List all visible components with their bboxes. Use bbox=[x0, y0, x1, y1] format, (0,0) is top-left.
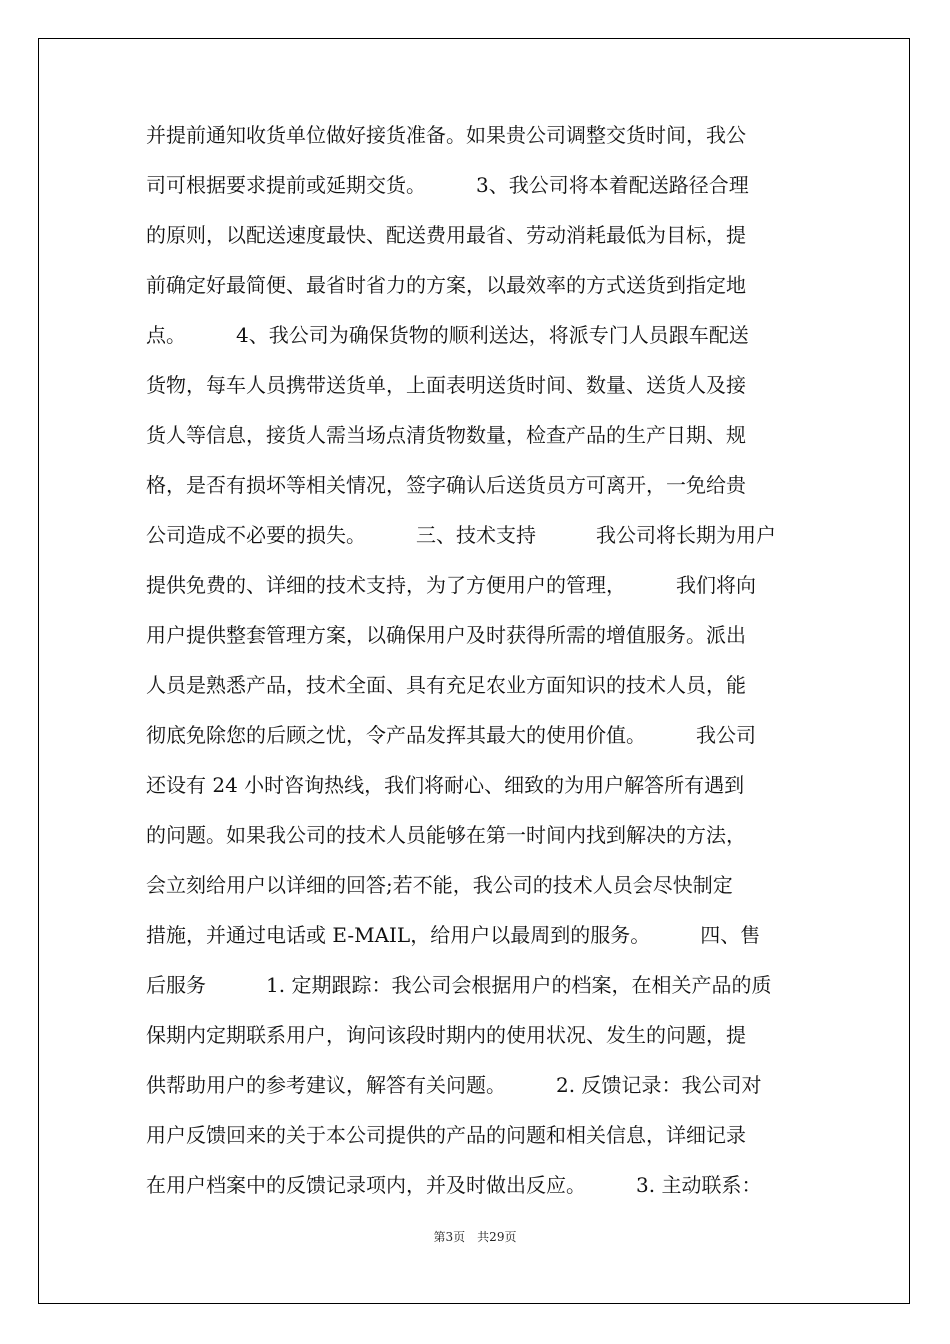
document-body bbox=[146, 110, 808, 1210]
text-line: 前确定好最简便、最省时省力的方案，以最效率的方式送货到指定地 bbox=[146, 273, 746, 297]
text-line: 用户提供整套管理方案，以确保用户及时获得所需的增值服务。派出 bbox=[146, 623, 746, 647]
text-line: 司可根据要求提前或延期交货。 3、我公司将本着配送路径合理 bbox=[146, 173, 749, 197]
text-line: 货物，每车人员携带送货单，上面表明送货时间、数量、送货人及接 bbox=[146, 373, 746, 397]
text-line: 在用户档案中的反馈记录项内，并及时做出反应。 3. 主动联系： bbox=[146, 1173, 762, 1197]
text-line: 并提前通知收货单位做好接货准备。如果贵公司调整交货时间，我公 bbox=[146, 123, 746, 147]
text-line: 点。 4、我公司为确保货物的顺利送达，将派专门人员跟车配送 bbox=[146, 323, 749, 347]
text-line: 用户反馈回来的关于本公司提供的产品的问题和相关信息，详细记录 bbox=[146, 1123, 746, 1147]
text-line: 公司造成不必要的损失。 三、技术支持 我公司将长期为用户 bbox=[146, 523, 776, 547]
text-line: 的问题。如果我公司的技术人员能够在第一时间内找到解决的方法， bbox=[146, 823, 746, 847]
text-line: 货人等信息，接货人需当场点清货物数量，检查产品的生产日期、规 bbox=[146, 423, 746, 447]
text-line: 格，是否有损坏等相关情况，签字确认后送货员方可离开，一免给贵 bbox=[146, 473, 746, 497]
text-line: 措施，并通过电话或 E-MAIL，给用户以最周到的服务。 四、售 bbox=[146, 923, 761, 947]
text-line: 后服务 1. 定期跟踪：我公司会根据用户的档案，在相关产品的质 bbox=[146, 973, 772, 997]
text-line: 会立刻给用户以详细的回答;若不能，我公司的技术人员会尽快制定 bbox=[146, 873, 733, 897]
text-line: 彻底免除您的后顾之忧，令产品发挥其最大的使用价值。 我公司 bbox=[146, 723, 756, 747]
text-line: 人员是熟悉产品，技术全面、具有充足农业方面知识的技术人员，能 bbox=[146, 673, 746, 697]
text-line: 保期内定期联系用户，询问该段时期内的使用状况、发生的问题，提 bbox=[146, 1023, 746, 1047]
text-line: 还设有 24 小时咨询热线，我们将耐心、细致的为用户解答所有遇到 bbox=[146, 773, 745, 797]
text-line: 供帮助用户的参考建议，解答有关问题。 2. 反馈记录：我公司对 bbox=[146, 1073, 762, 1097]
page-number-footer: 第3页 共29页 bbox=[433, 1230, 517, 1244]
text-line: 的原则，以配送速度最快、配送费用最省、劳动消耗最低为目标，提 bbox=[146, 223, 746, 247]
text-line: 提供免费的、详细的技术支持，为了方便用户的管理， 我们将向 bbox=[146, 573, 756, 597]
